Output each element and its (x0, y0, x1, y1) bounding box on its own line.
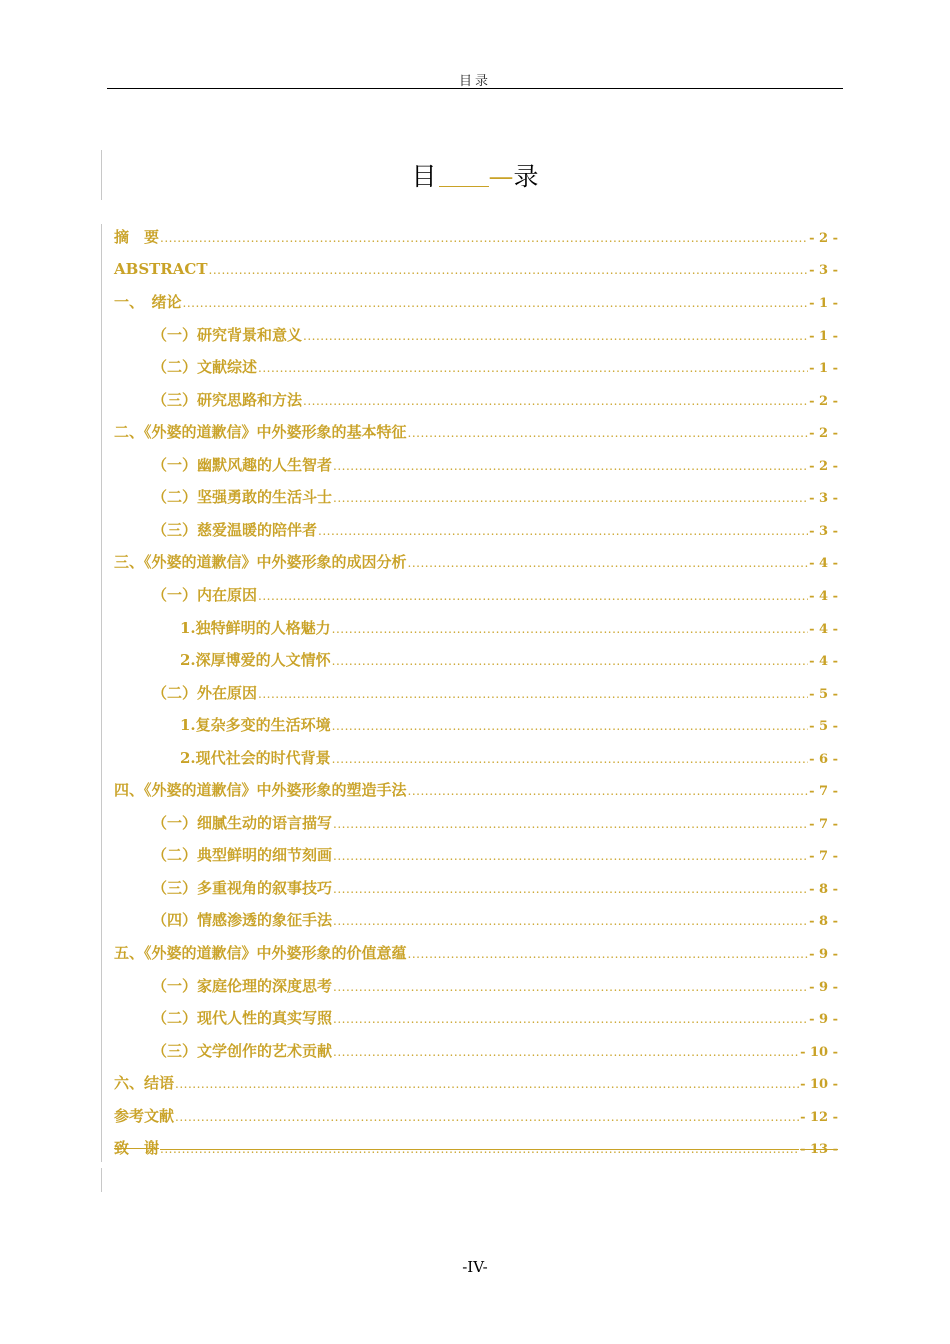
toc-entry-label: （二）坚强勇敢的生活斗士 (152, 488, 333, 506)
toc-entry-label: 一、 绪论 (114, 293, 182, 311)
toc-entry-subsection-3-2-1[interactable] (180, 714, 838, 736)
dot-leader (408, 943, 809, 965)
toc-entry-label: （二）现代人性的真实写照 (152, 1009, 333, 1027)
toc-entry-page: - 4 - (809, 589, 838, 604)
toc-entry-page: - 3 - (809, 524, 838, 539)
toc-entry-page: - 2 - (809, 231, 838, 246)
dot-leader (209, 259, 809, 281)
toc-entry-label: ABSTRACT (114, 260, 208, 278)
toc-entry-subsection-3-1-1[interactable] (180, 617, 838, 639)
toc-entry-subsection-3-1-2[interactable] (180, 649, 838, 671)
dot-leader (333, 910, 808, 932)
toc-entry-page: - 1 - (809, 296, 838, 311)
toc-entry-chapter-4[interactable] (114, 779, 838, 801)
toc-entry-label: 二、《外婆的道歉信》中外婆形象的基本特征 (114, 423, 407, 441)
margin-mark (101, 1168, 102, 1192)
toc-entry-page: - 10 - (800, 1077, 838, 1092)
toc-entry-page: - 8 - (809, 914, 838, 929)
toc-entry-label: 2.现代社会的时代背景 (180, 749, 331, 767)
toc-entry-page: - 2 - (809, 426, 838, 441)
toc-entry-section-1-3[interactable] (152, 389, 838, 411)
margin-mark (101, 150, 102, 200)
toc-entry-label: （二）文献综述 (152, 358, 258, 376)
dot-leader (333, 878, 808, 900)
toc-entry-label: （一）细腻生动的语言描写 (152, 814, 333, 832)
dot-leader (303, 325, 808, 347)
toc-entry-label: 摘 要 (114, 228, 160, 246)
toc-entry-page: - 9 - (809, 980, 838, 995)
toc-entry-page: - 4 - (809, 654, 838, 669)
dot-leader (408, 780, 809, 802)
dot-leader (333, 845, 808, 867)
dot-leader (160, 1138, 799, 1160)
toc-entry-section-1-1[interactable] (152, 324, 838, 346)
toc-entry-chapter-5[interactable] (114, 942, 838, 964)
toc-title-dash: — (488, 162, 514, 191)
toc-entry-section-4-1[interactable] (152, 812, 838, 834)
toc-entry-page: - 4 - (809, 622, 838, 637)
toc-entry-page: - 7 - (809, 784, 838, 799)
toc-entry-label: 1.独特鲜明的人格魅力 (180, 619, 331, 637)
toc-entry-label: （一）研究背景和意义 (152, 326, 303, 344)
dot-leader (303, 390, 808, 412)
toc-entry-label: 六、结语 (114, 1074, 175, 1092)
toc-entry-abstract-cn[interactable] (114, 226, 838, 248)
toc-entry-label: （二）典型鲜明的细节刻画 (152, 846, 333, 864)
toc-entry-chapter-2[interactable] (114, 421, 838, 443)
toc-entry-page: - 5 - (809, 687, 838, 702)
toc-entry-label: 三、《外婆的道歉信》中外婆形象的成因分析 (114, 553, 407, 571)
dot-leader (333, 976, 808, 998)
toc-entry-section-5-3[interactable] (152, 1040, 838, 1062)
toc-entry-section-2-1[interactable] (152, 454, 838, 476)
toc-entry-label: （三）多重视角的叙事技巧 (152, 879, 333, 897)
toc-entry-section-5-1[interactable] (152, 975, 838, 997)
toc-entry-page: - 10 - (800, 1045, 838, 1060)
toc-entry-page: - 13 - (800, 1142, 838, 1157)
dot-leader (175, 1073, 799, 1095)
toc-entry-page: - 6 - (809, 752, 838, 767)
toc-entry-label: 1.复杂多变的生活环境 (180, 716, 331, 734)
toc-entry-section-2-2[interactable] (152, 486, 838, 508)
toc-entry-page: - 3 - (809, 263, 838, 278)
toc-title-left: 目 (411, 162, 437, 191)
toc-entry-section-2-3[interactable] (152, 519, 838, 541)
toc-entry-section-3-1[interactable] (152, 584, 838, 606)
toc-entry-section-4-3[interactable] (152, 877, 838, 899)
toc-entry-section-1-2[interactable] (152, 356, 838, 378)
dot-leader (333, 455, 808, 477)
toc-entry-chapter-1[interactable] (114, 291, 838, 313)
toc-entry-page: - 8 - (809, 882, 838, 897)
toc-entry-references[interactable] (114, 1105, 838, 1127)
title-underline-gap (439, 164, 489, 187)
dot-leader (408, 552, 809, 574)
toc-entry-page: - 7 - (809, 849, 838, 864)
toc-entry-label: （一）家庭伦理的深度思考 (152, 977, 333, 995)
dot-leader (183, 292, 809, 314)
toc-entry-label: 参考文献 (114, 1107, 175, 1125)
toc-entry-label: 五、《外婆的道歉信》中外婆形象的价值意蕴 (114, 944, 407, 962)
toc-entry-section-3-2[interactable] (152, 682, 838, 704)
toc-entry-label: （三）研究思路和方法 (152, 391, 303, 409)
toc-entry-subsection-3-2-2[interactable] (180, 747, 838, 769)
toc-entry-page: - 5 - (809, 719, 838, 734)
dot-leader (333, 487, 808, 509)
dot-leader (258, 357, 808, 379)
dot-leader (318, 520, 808, 542)
dot-leader (332, 748, 808, 770)
toc-entry-page: - 2 - (809, 459, 838, 474)
toc-entry-label: 四、《外婆的道歉信》中外婆形象的塑造手法 (114, 781, 407, 799)
toc-entry-page: - 4 - (809, 556, 838, 571)
dot-leader (333, 813, 808, 835)
dot-leader (175, 1106, 799, 1128)
dot-leader (332, 715, 808, 737)
dot-leader (258, 585, 808, 607)
toc-title (107, 160, 843, 194)
toc-entry-label: （三）文学创作的艺术贡献 (152, 1042, 333, 1060)
toc-entry-page: - 9 - (809, 1012, 838, 1027)
margin-mark (101, 224, 102, 1162)
toc-entry-section-5-2[interactable] (152, 1007, 838, 1029)
toc-entry-conclusion[interactable] (114, 1072, 838, 1094)
toc-entry-label: （三）慈爱温暖的陪伴者 (152, 521, 318, 539)
toc-entry-section-4-4[interactable] (152, 909, 838, 931)
toc-entry-page: - 1 - (809, 329, 838, 344)
dot-leader (160, 227, 808, 249)
toc-entry-abstract-en[interactable] (114, 258, 838, 280)
toc-entry-chapter-3[interactable] (114, 551, 838, 573)
dot-leader (333, 1041, 799, 1063)
toc-title-right: 录 (513, 162, 539, 191)
toc-entry-label: （二）外在原因 (152, 684, 258, 702)
page-number: -IV- (462, 1258, 488, 1276)
toc-entry-label: （四）情感渗透的象征手法 (152, 911, 333, 929)
dot-leader (332, 618, 808, 640)
toc-entry-label: 致 谢 (114, 1139, 160, 1157)
header-rule (107, 88, 843, 89)
toc-entry-label: （一）幽默风趣的人生智者 (152, 456, 333, 474)
toc-entry-page: - 2 - (809, 394, 838, 409)
toc-entry-page: - 1 - (809, 361, 838, 376)
toc-entry-label: 2.深厚博爱的人文情怀 (180, 651, 331, 669)
dot-leader (408, 422, 809, 444)
toc-entry-page: - 3 - (809, 491, 838, 506)
toc-entry-section-4-2[interactable] (152, 844, 838, 866)
toc-entry-label: （一）内在原因 (152, 586, 258, 604)
toc-entry-page: - 9 - (809, 947, 838, 962)
dot-leader (333, 1008, 808, 1030)
running-header: 目录 (458, 74, 491, 89)
toc-entry-acknowledgements[interactable] (114, 1137, 838, 1159)
toc-entry-page: - 7 - (809, 817, 838, 832)
dot-leader (258, 683, 808, 705)
toc-entry-page: - 12 - (800, 1110, 838, 1125)
dot-leader (332, 650, 808, 672)
